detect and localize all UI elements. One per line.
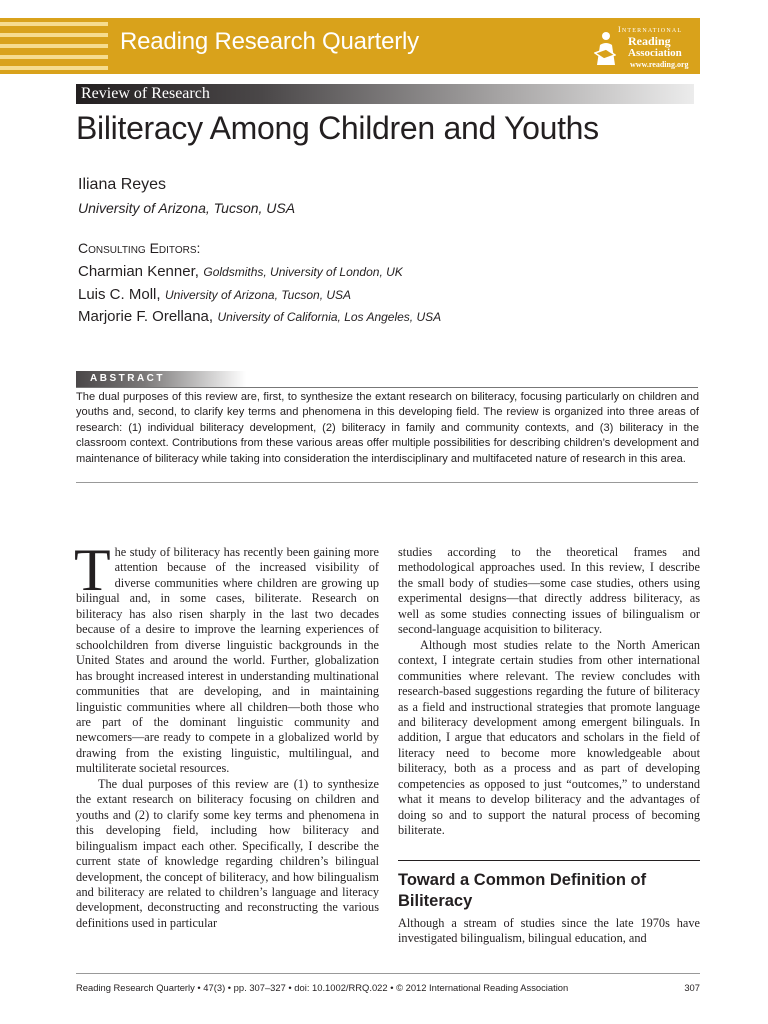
reader-figure-icon <box>594 31 616 67</box>
footer-rule <box>76 973 700 974</box>
logo-line-association: Association <box>628 47 682 59</box>
article-title: Biliteracy Among Children and Youths <box>76 110 599 146</box>
logo-line-reading: Reading <box>628 34 671 48</box>
author-affiliation: University of Arizona, Tucson, USA <box>78 200 296 216</box>
editor-affiliation: University of Arizona, Tucson, USA <box>164 288 352 302</box>
section-label: Review of Research <box>81 85 210 102</box>
body-paragraph: The dual purposes of this review are (1) to synthesize the extant research on biliteracy focusing on children and youths and (2) to clarify some key terms and phenomena in this developing field, including how biliteracy and bilingualism impact each other. Specifically, I describe the current state of knowledge regarding children’s bilingual development, the concept of biliteracy, and how bilingualism and biliteracy are related to children’s language and literacy development, deconstructing and reconstructing the various definitions used in particular <box>76 776 379 930</box>
body-column-right <box>398 545 700 839</box>
editor-affiliation: University of California, Los Angeles, USA <box>217 310 442 324</box>
body-column-right-continued <box>398 916 700 947</box>
editor-entry <box>78 308 441 326</box>
body-paragraph: studies according to the theoretical frames and methodological approaches used. In this review, I describe the small body of studies—some case studies, others using experimental designs—that directly address biliteracy, as well as some studies connecting issues of bilingualism or second-language acquisition to biliteracy. <box>398 545 700 637</box>
abstract-label: ABSTRACT <box>90 373 165 384</box>
journal-header-band <box>0 18 700 74</box>
consulting-editors-heading: Consulting Editors: <box>78 240 201 256</box>
footer-citation: Reading Research Quarterly • 47(3) • pp. 307–327 • doi: 10.1002/RRQ.022 • © 2012 International Reading Association <box>76 982 569 993</box>
body-column-left <box>74 537 379 931</box>
logo-line-international: International <box>618 25 683 34</box>
section-heading: Toward a Common Definition of Biliteracy <box>398 871 647 910</box>
abstract-label-bar <box>76 371 246 387</box>
section-heading-rule <box>398 860 700 861</box>
editor-name: Marjorie F. Orellana, <box>78 308 214 325</box>
editor-name: Luis C. Moll, <box>78 286 161 303</box>
body-paragraph <box>74 537 379 777</box>
abstract-text: The dual purposes of this review are, first, to synthesize the extant research on biliteracy, focusing particularly on children and youths and, second, to clarify key terms and phenomena in this developing field. The review is organized into three areas of research: (1) individual biliteracy development, (2) biliteracy in family and community contexts, and (3) biliteracy in the classroom context. Contributions from these various areas offer multiple possibilities for describing children’s development and maintenance of biliteracy while taking into consideration the interdisciplinary and multifaceted nature of research in this area. <box>76 391 699 465</box>
header-stripes-decoration <box>0 18 112 74</box>
abstract-top-rule <box>76 387 698 388</box>
ira-logo <box>590 25 698 71</box>
paragraph-text: he study of biliteracy has recently been gaining more attention because of the increased visibility of diverse communities where children are growing up bilingual and, in some cases, biliterate. Research on biliteracy has also risen sharply in the last two decades because of a desire to improve the learning experiences of schoolchildren from diverse linguistic backgrounds in the United States and around the world. Further, globalization has brought increased interest in understanding multinational communities that are developing, and in maintaining linguistic communities where all children—both those who are part of the dominant linguistic community and newcomers—are ready to compete in a globalized world by drawing from the existing linguistic, multilingual, and multiliterate societal resources. <box>76 545 379 776</box>
body-paragraph: Although most studies relate to the North American context, I integrate certain studies from other international communities where relevant. The review concludes with research-based suggestions regarding the future of biliteracy as a field and instructional strategies that promote language and biliteracy development among emergent bilinguals. In addition, I argue that educators and scholars in the field of literacy need to become more knowledgeable about biliteracy, both as a process and as part of developing competencies as opposed to just “outcomes,” to understand what it means to develop biliteracy and the advantages of doing so and to support the natural process of becoming biliterate. <box>398 637 700 838</box>
editor-name: Charmian Kenner, <box>78 263 199 280</box>
logo-url: www.reading.org <box>630 60 689 69</box>
abstract-bottom-rule <box>76 482 698 483</box>
editor-entry <box>78 286 351 304</box>
page-number: 307 <box>684 982 700 993</box>
section-label-bar <box>76 84 694 104</box>
journal-title: Reading Research Quarterly <box>120 28 419 55</box>
body-paragraph: Although a stream of studies since the late 1970s have investigated bilingualism, bilingual education, and <box>398 916 700 946</box>
editor-entry <box>78 263 403 281</box>
editor-affiliation: Goldsmiths, University of London, UK <box>203 265 403 279</box>
author-name: Iliana Reyes <box>78 176 167 193</box>
drop-cap: T <box>74 537 111 603</box>
